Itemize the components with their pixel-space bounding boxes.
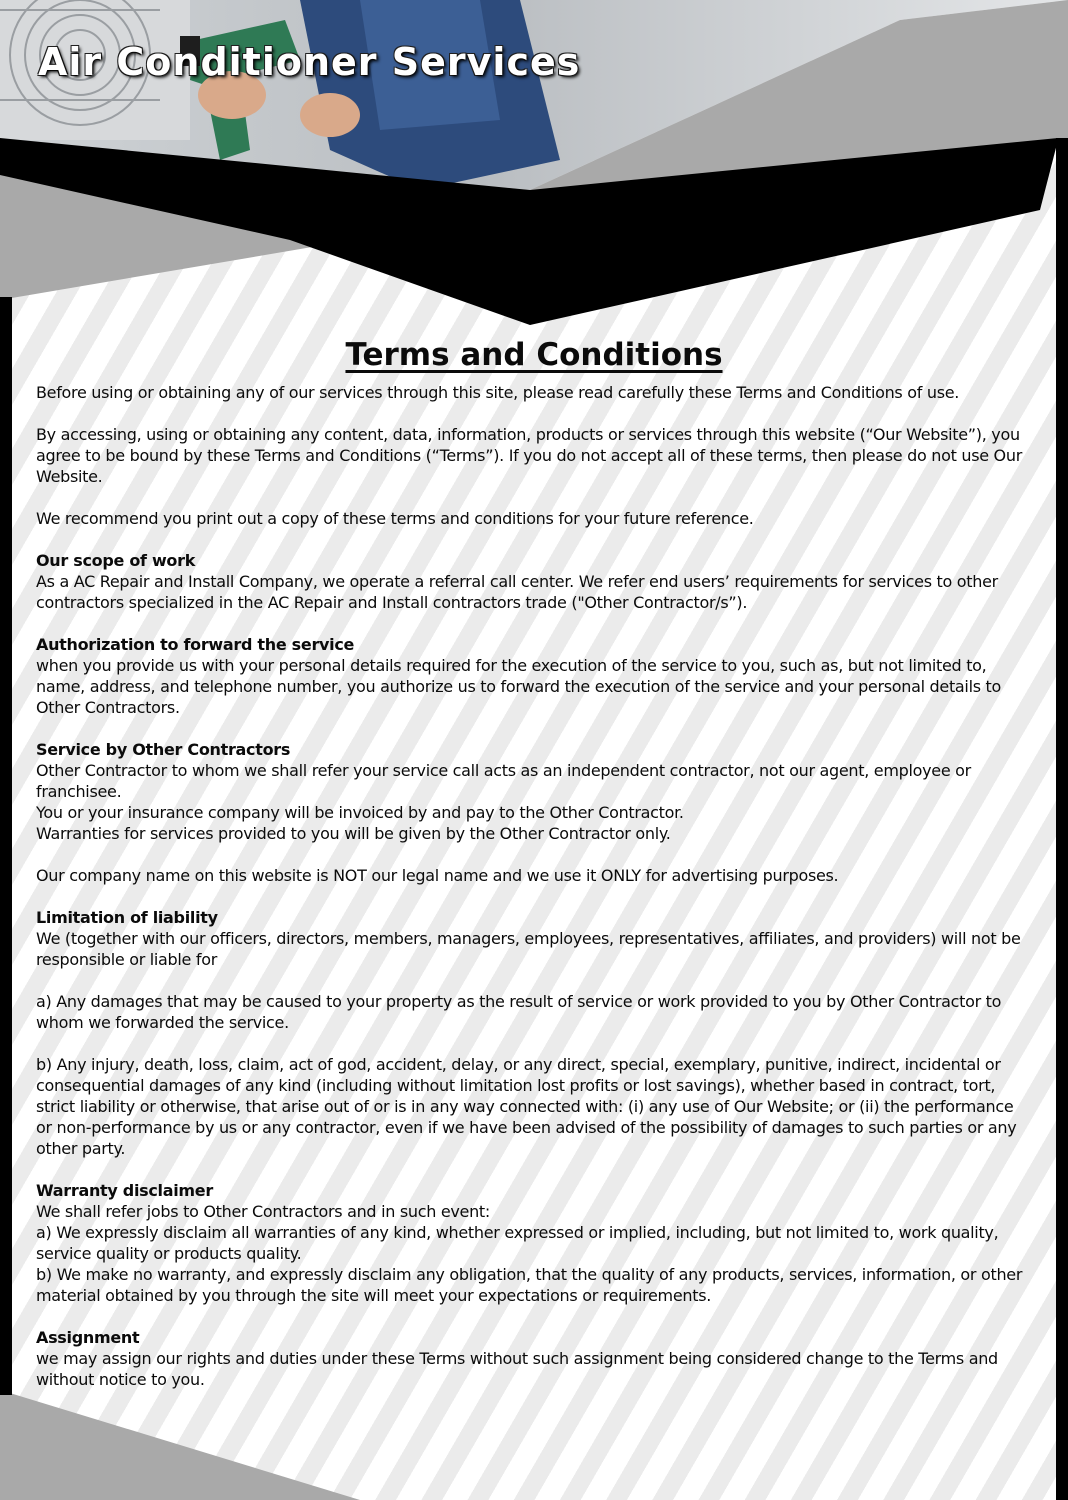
section-text-scope: As a AC Repair and Install Company, we operate a referral call center. We refer end users’ requirements for services to other contractors specialized in the AC Repair and Install contractors trade ("Other Contractor/s”). — [36, 572, 998, 612]
terms-content — [36, 336, 1032, 1411]
section-text-authorization: when you provide us with your personal details required for the execution of the service to you, such as, but not limited to, name, address, and telephone number, you authorize us to forward the execution of the service and your personal details to Other Contractors. — [36, 656, 1002, 717]
liability-item-a: a) Any damages that may be caused to your property as the result of service or work provided to you by Other Contractor to whom we forwarded the service. — [36, 992, 1002, 1032]
company-name-note: Our company name on this website is NOT our legal name and we use it ONLY for advertising purposes. — [36, 866, 839, 885]
section-line-service: Other Contractor to whom we shall refer your service call acts as an independent contractor, not our agent, employee or franchisee. — [36, 761, 971, 801]
section-line-warranty: b) We make no warranty, and expressly disclaim any obligation, that the quality of any products, services, information, or other material obtained by you through the site will meet your expectations or requirements. — [36, 1265, 1023, 1305]
section-text-liability: We (together with our officers, directors, members, managers, employees, representatives, affiliates, and providers) will not be responsible or liable for — [36, 929, 1021, 969]
page-title: Terms and Conditions — [345, 337, 723, 373]
section-heading-authorization: Authorization to forward the service — [36, 635, 355, 654]
banner-title: Air Conditioner Services — [38, 40, 581, 84]
intro-paragraph: We recommend you print out a copy of these terms and conditions for your future reference. — [36, 509, 754, 528]
section-heading-warranty: Warranty disclaimer — [36, 1181, 213, 1200]
section-heading-assignment: Assignment — [36, 1328, 140, 1347]
intro-paragraph: By accessing, using or obtaining any content, data, information, products or services through this website (“Our Website”), you agree to be bound by these Terms and Conditions (“Terms”). If you do not accept all of these terms, then please do not use Our Website. — [36, 425, 1022, 486]
section-line-service: You or your insurance company will be invoiced by and pay to the Other Contractor. — [36, 803, 684, 822]
section-line-service: Warranties for services provided to you will be given by the Other Contractor only. — [36, 824, 671, 843]
intro-paragraph: Before using or obtaining any of our services through this site, please read carefully these Terms and Conditions of use. — [36, 383, 960, 402]
section-heading-scope: Our scope of work — [36, 551, 196, 570]
section-text-assignment: we may assign our rights and duties under these Terms without such assignment being considered change to the Terms and without notice to you. — [36, 1349, 998, 1389]
section-line-warranty: We shall refer jobs to Other Contractors and in such event: — [36, 1202, 490, 1221]
section-heading-service: Service by Other Contractors — [36, 740, 291, 759]
section-heading-liability: Limitation of liability — [36, 908, 218, 927]
liability-item-b: b) Any injury, death, loss, claim, act of god, accident, delay, or any direct, special, exemplary, punitive, indirect, incidental or consequential damages of any kind (including without limitation lost profits or lost savings), whether based in contract, tort, strict liability or otherwise, that arise out of or is in any way connected with: (i) any use of Our Website; or (ii) the performance or non-performance by us or any contractor, even if we have been advised of the possibility of damages to such parties or any other party. — [36, 1055, 1017, 1158]
section-line-warranty: a) We expressly disclaim all warranties of any kind, whether expressed or implied, including, but not limited to, work quality, service quality or products quality. — [36, 1223, 999, 1263]
